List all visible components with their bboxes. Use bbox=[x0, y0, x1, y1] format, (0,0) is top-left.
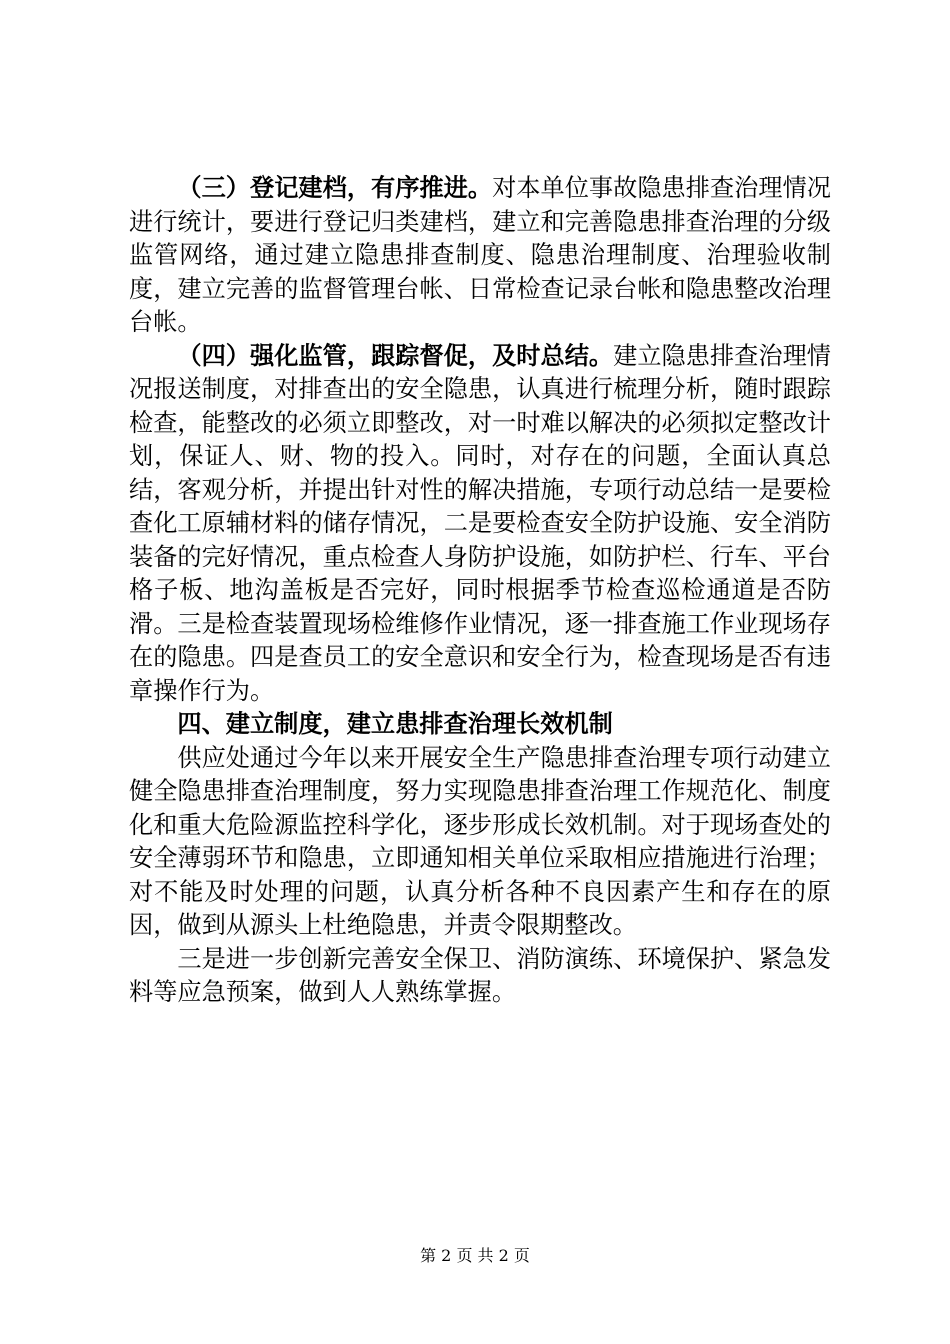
paragraph-text: 对本单位事故隐患排查治理情况进行统计，要进行登记归类建档，建立和完善隐患排查治理的分级监管网络，通过建立隐患排查制度、隐患治理制度、治理验收制度，建立完善的监督管理台帐、日常检查记录台帐和隐患整改治理台帐。 bbox=[129, 174, 831, 336]
paragraph-lead: （四）强化监管，跟踪督促，及时总结。 bbox=[177, 341, 614, 370]
paragraph-supervision bbox=[129, 340, 831, 709]
paragraph-text: 建立隐患排查治理情况报送制度，对排查出的安全隐患，认真进行梳理分析，随时跟踪检查，能整改的必须立即整改，对一时难以解决的必须拟定整改计划，保证人、财、物的投入。同时，对存在的问题，全面认真总结，客观分析，并提出针对性的解决措施，专项行动总结一是要检查化工原辅材料的储存情况，二是要检查安全防护设施、安全消防装备的完好情况，重点检查人身防护设施，如防护栏、行车、平台格子板、地沟盖板是否完好，同时根据季节检查巡检通道是否防滑。三是检查装置现场检维修作业情况，逐一排查施工作业现场存在的隐患。四是查员工的安全意识和安全行为，检查现场是否有违章操作行为。 bbox=[129, 341, 831, 705]
paragraph-body: 供应处通过今年以来开展安全生产隐患排查治理专项行动建立健全隐患排查治理制度，努力实现隐患排查治理工作规范化、制度化和重大危险源监控科学化，逐步形成长效机制。对于现场查处的安全薄弱环节和隐患，立即通知相关单位采取相应措施进行治理；对不能及时处理的问题，认真分析各种不良因素产生和存在的原因，做到从源头上杜绝隐患，并责令限期整改。 bbox=[129, 743, 831, 939]
paragraph-body: 三是进一步创新完善安全保卫、消防演练、环境保护、紧急发料等应急预案，做到人人熟练掌握。 bbox=[129, 944, 831, 1006]
section-heading: 四、建立制度，建立患排查治理长效机制 bbox=[177, 710, 613, 738]
paragraph-registration bbox=[129, 172, 831, 340]
paragraph-lead: （三）登记建档，有序推进。 bbox=[177, 174, 493, 202]
page-footer: 第 2 页 共 2 页 bbox=[420, 1246, 530, 1265]
document-body bbox=[129, 172, 831, 1010]
